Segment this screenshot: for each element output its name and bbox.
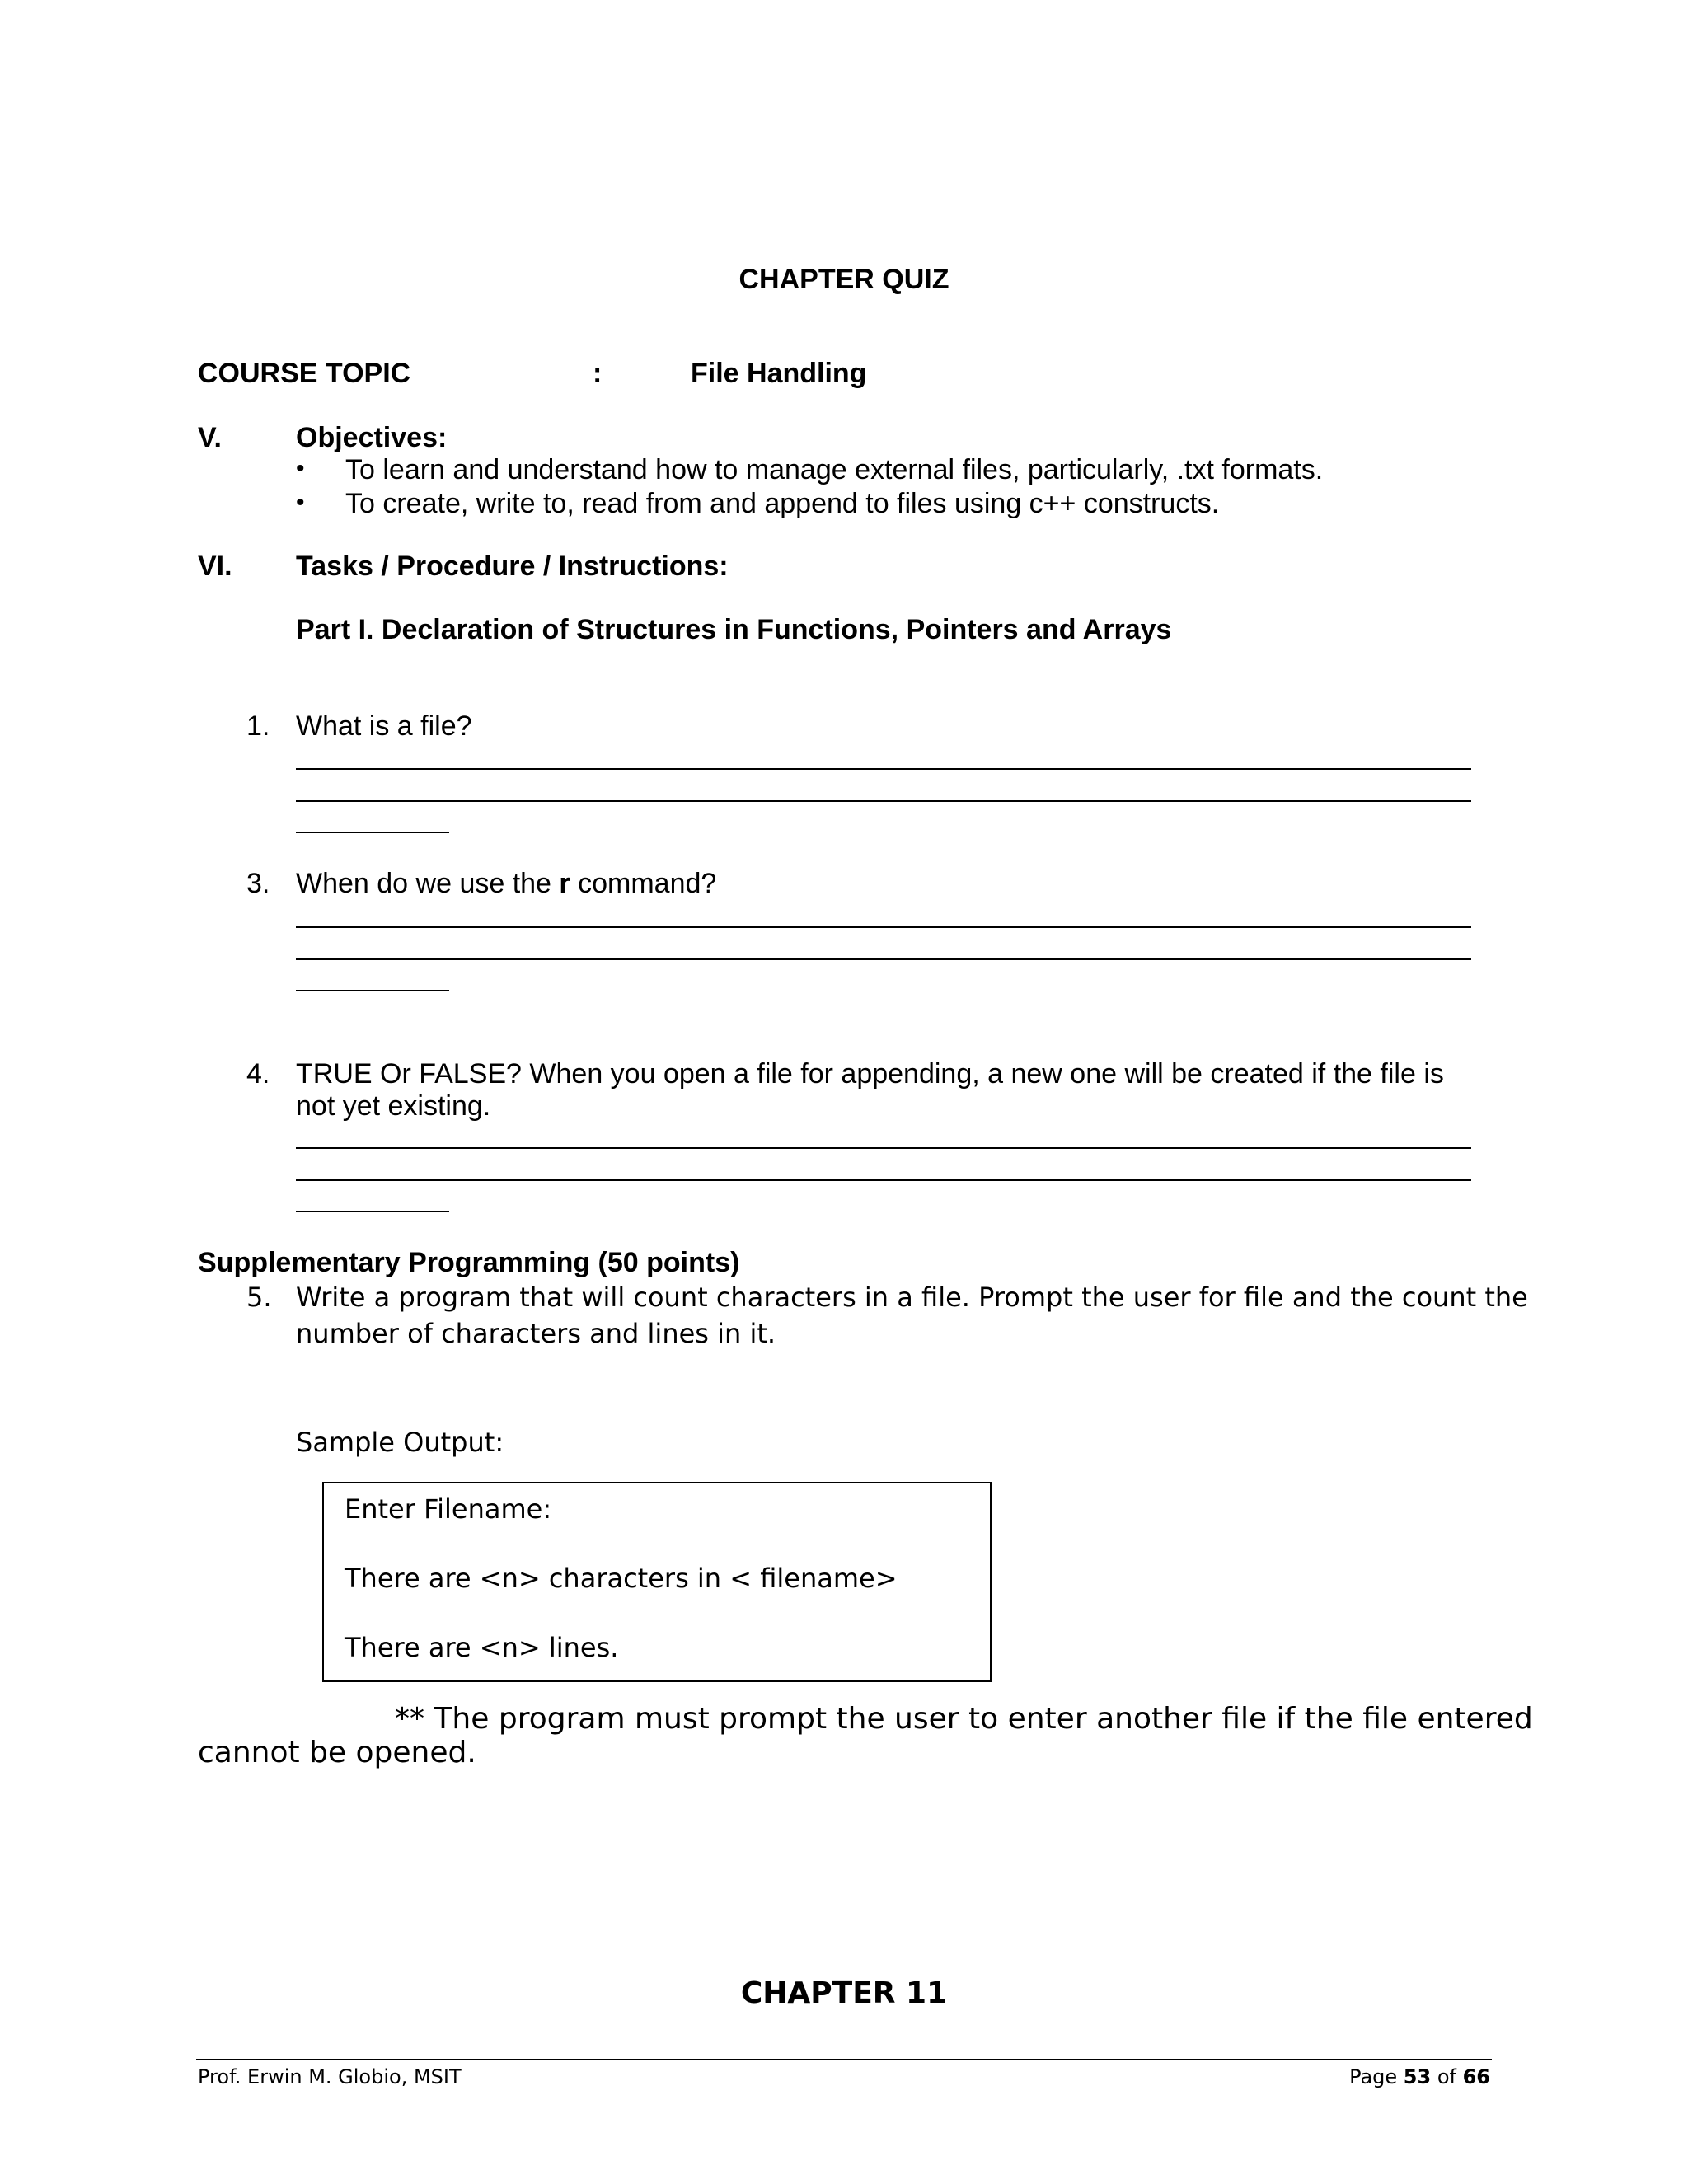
answer-line [296, 990, 449, 991]
question-number: 1. [246, 710, 270, 742]
question-text-continued: not yet existing. [296, 1090, 491, 1122]
question-number: 5. [246, 1282, 272, 1313]
course-topic-label: COURSE TOPIC [198, 358, 411, 389]
question-number: 3. [246, 868, 270, 899]
section-v-numeral: V. [198, 422, 223, 453]
answer-line [296, 1211, 449, 1212]
answer-line [296, 926, 1471, 928]
sample-output-line: There are <n> characters in < filename> [345, 1563, 898, 1594]
question-number: 4. [246, 1058, 270, 1090]
section-vi-heading: Tasks / Procedure / Instructions: [296, 551, 729, 582]
question-text: TRUE Or FALSE? When you open a file for appending, a new one will be created if the file is [296, 1058, 1444, 1090]
objective-item: To create, write to, read from and append to files using c++ constructs. [345, 488, 1220, 519]
answer-line [296, 800, 1471, 802]
answer-line [296, 1179, 1471, 1181]
question-text: What is a file? [296, 710, 472, 742]
footer-author: Prof. Erwin M. Globio, MSIT [198, 2065, 462, 2088]
footer-page-number: Page 53 of 66 [1349, 2065, 1490, 2088]
course-topic-value: File Handling [691, 358, 867, 389]
sample-output-label: Sample Output: [296, 1427, 504, 1458]
question-text: Write a program that will count characters in a file. Prompt the user for file and the count the [296, 1282, 1528, 1313]
bullet-dot: • [296, 455, 305, 482]
page-title: CHAPTER QUIZ [738, 264, 950, 295]
bullet-dot: • [296, 489, 305, 516]
sample-output-box [322, 1482, 992, 1682]
chapter-label: CHAPTER 11 [740, 1976, 948, 2010]
answer-line [296, 1147, 1471, 1149]
part-heading: Part I. Declaration of Structures in Functions, Pointers and Arrays [296, 614, 1172, 645]
course-topic-separator: : [593, 358, 603, 389]
answer-line [296, 768, 1471, 770]
footer-divider [196, 2059, 1492, 2060]
answer-line [296, 958, 1471, 960]
program-note-continued: cannot be opened. [198, 1736, 476, 1769]
section-vi-numeral: VI. [198, 551, 232, 582]
section-v-heading: Objectives: [296, 422, 448, 453]
sample-output-line: There are <n> lines. [345, 1632, 619, 1663]
question-text-continued: number of characters and lines in it. [296, 1318, 776, 1349]
answer-line [296, 832, 449, 833]
objective-item: To learn and understand how to manage external files, particularly, .txt formats. [345, 454, 1324, 485]
program-note: ** The program must prompt the user to enter another file if the file entered [395, 1702, 1533, 1736]
supplementary-heading: Supplementary Programming (50 points) [198, 1247, 740, 1278]
sample-output-line: Enter Filename: [345, 1493, 552, 1525]
question-text: When do we use the r command? [296, 868, 717, 899]
